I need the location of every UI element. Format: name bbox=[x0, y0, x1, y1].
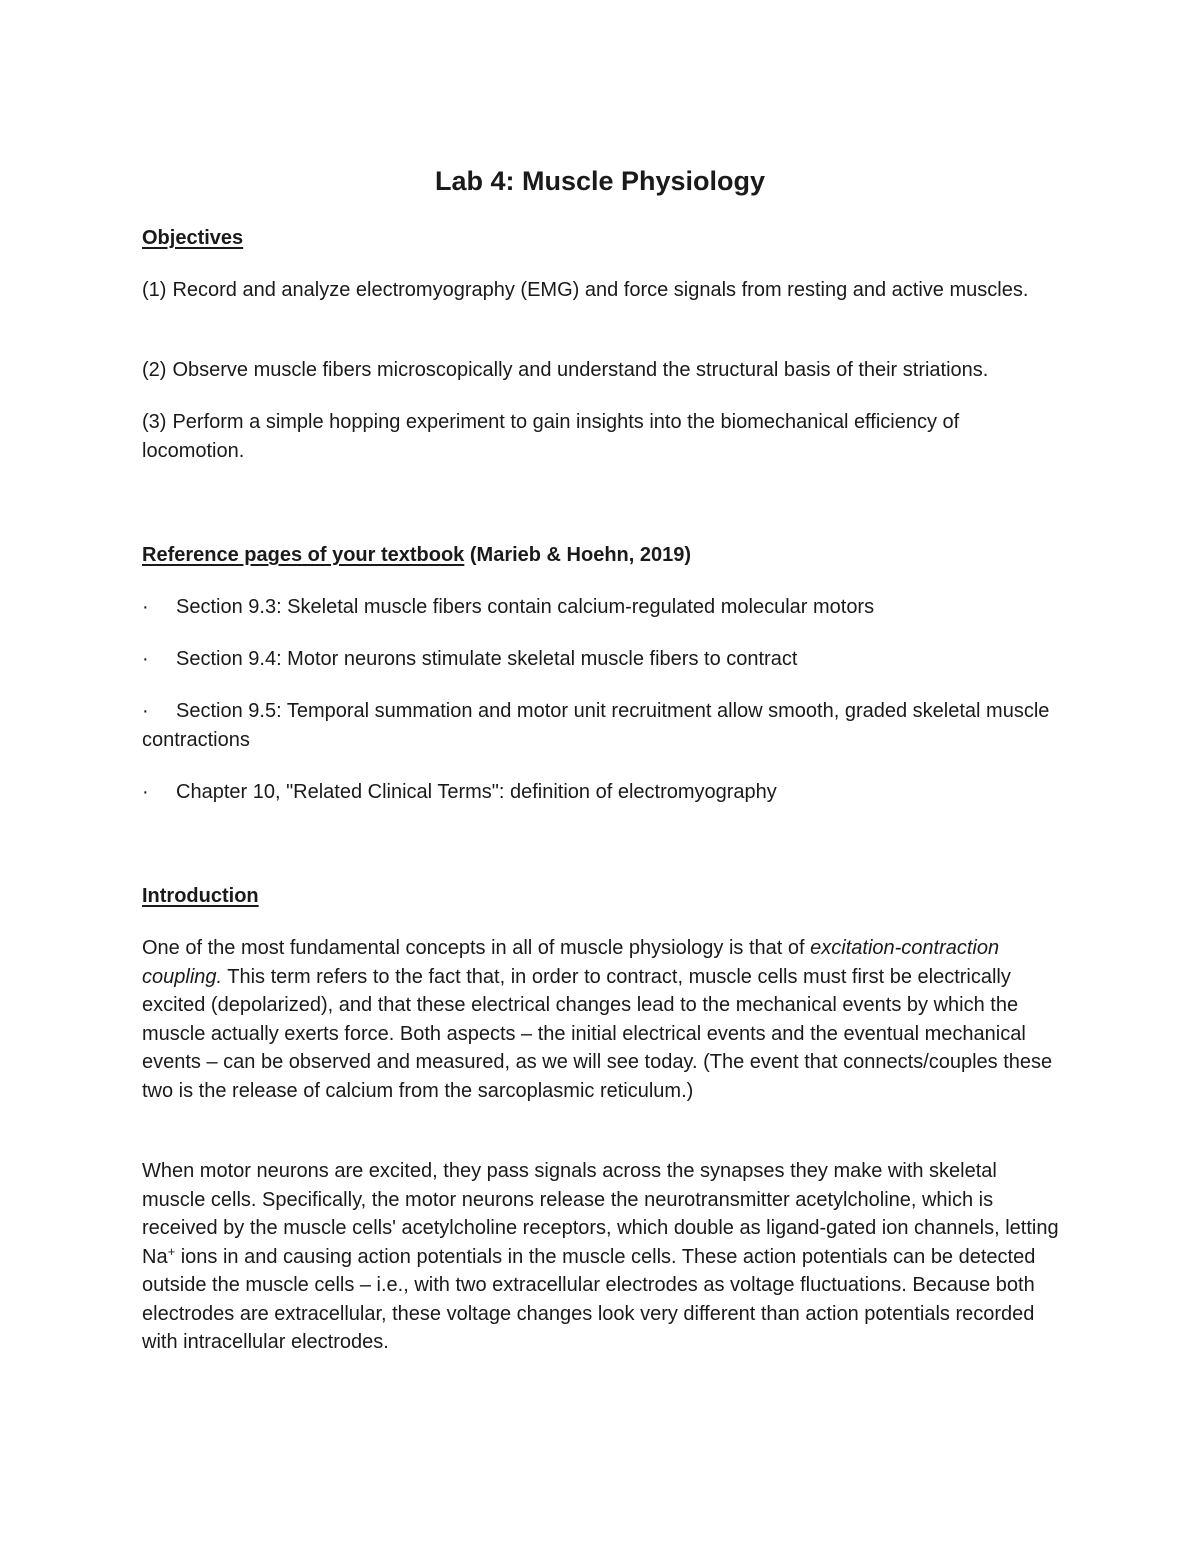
introduction-heading: Introduction bbox=[142, 885, 259, 907]
intro-p1-start: One of the most fundamental concepts in all of muscle physiology is that of bbox=[142, 937, 805, 959]
reference-item-2 bbox=[142, 645, 1062, 674]
objective-number: (1) bbox=[142, 279, 167, 301]
intro-p2-a: When motor neurons are excited, they pass signals across the synapses they make with skeletal muscle cells. Specifically, the motor neurons release the neurotransmitter acetylcholine, which is received by the muscle cells' acetylcholine receptors, which double as ligand-gated ion channels, letting Na bbox=[142, 1160, 1059, 1268]
reference-text: Section 9.4: Motor neurons stimulate skeletal muscle fibers to contract bbox=[176, 648, 798, 670]
intro-p2-superscript: + bbox=[167, 1243, 176, 1259]
objective-item-3 bbox=[142, 408, 1062, 465]
objective-number: (2) bbox=[142, 359, 167, 381]
reference-text: Section 9.5: Temporal summation and motor unit recruitment allow smooth, graded skeletal muscle contractions bbox=[142, 700, 1050, 751]
bullet-dot: · bbox=[142, 648, 149, 670]
objective-item-2 bbox=[142, 356, 1062, 385]
objectives-heading: Objectives bbox=[142, 227, 244, 249]
document-title: Lab 4: Muscle Physiology bbox=[434, 166, 766, 196]
introduction-paragraph-1 bbox=[142, 934, 1062, 1105]
intro-p1-term: excitation-contraction coupling. bbox=[142, 937, 1000, 988]
introduction-paragraph-2 bbox=[142, 1157, 1062, 1357]
intro-p1-rest: This term refers to the fact that, in order to contract, muscle cells must first be electrically excited (depolarized), and that these electrical changes lead to the mechanical events by which the muscle actually exerts force. Both aspects – the initial electrical events and the eventual mechanical events – can be observed and measured, as we will see today. (The event that connects/couples these two is the release of calcium from the sarcoplasmic reticulum.) bbox=[142, 965, 1053, 1102]
reference-item-1 bbox=[142, 593, 1062, 622]
bullet-dot: · bbox=[142, 700, 149, 722]
objective-text: Record and analyze electromyography (EMG) and force signals from resting and active muscles. bbox=[172, 279, 1029, 301]
reference-item-4 bbox=[142, 778, 1062, 807]
reference-text: Chapter 10, "Related Clinical Terms": definition of electromyography bbox=[176, 781, 777, 803]
objective-text: Observe muscle fibers microscopically and understand the structural basis of their striations. bbox=[172, 359, 989, 381]
references-heading: Reference pages of your textbook bbox=[142, 544, 465, 566]
objective-number: (3) bbox=[142, 411, 167, 433]
bullet-dot: · bbox=[142, 781, 149, 803]
objective-text: Perform a simple hopping experiment to gain insights into the biomechanical efficiency of locomotion. bbox=[142, 411, 960, 462]
reference-item-3 bbox=[142, 697, 1062, 754]
intro-p2-b: ions in and causing action potentials in the muscle cells. These action potentials can be detected outside the muscle cells – i.e., with two extracellular electrodes as voltage fluctuations. Because both electrodes are extracellular, these voltage changes look very different than action potentials recorded with intracellular electrodes. bbox=[142, 1245, 1036, 1353]
bullet-dot: · bbox=[142, 596, 149, 618]
references-citation: (Marieb & Hoehn, 2019) bbox=[469, 544, 692, 566]
reference-text: Section 9.3: Skeletal muscle fibers contain calcium-regulated molecular motors bbox=[176, 596, 875, 618]
references-heading-line bbox=[142, 541, 1062, 570]
objective-item-1 bbox=[142, 276, 1062, 305]
